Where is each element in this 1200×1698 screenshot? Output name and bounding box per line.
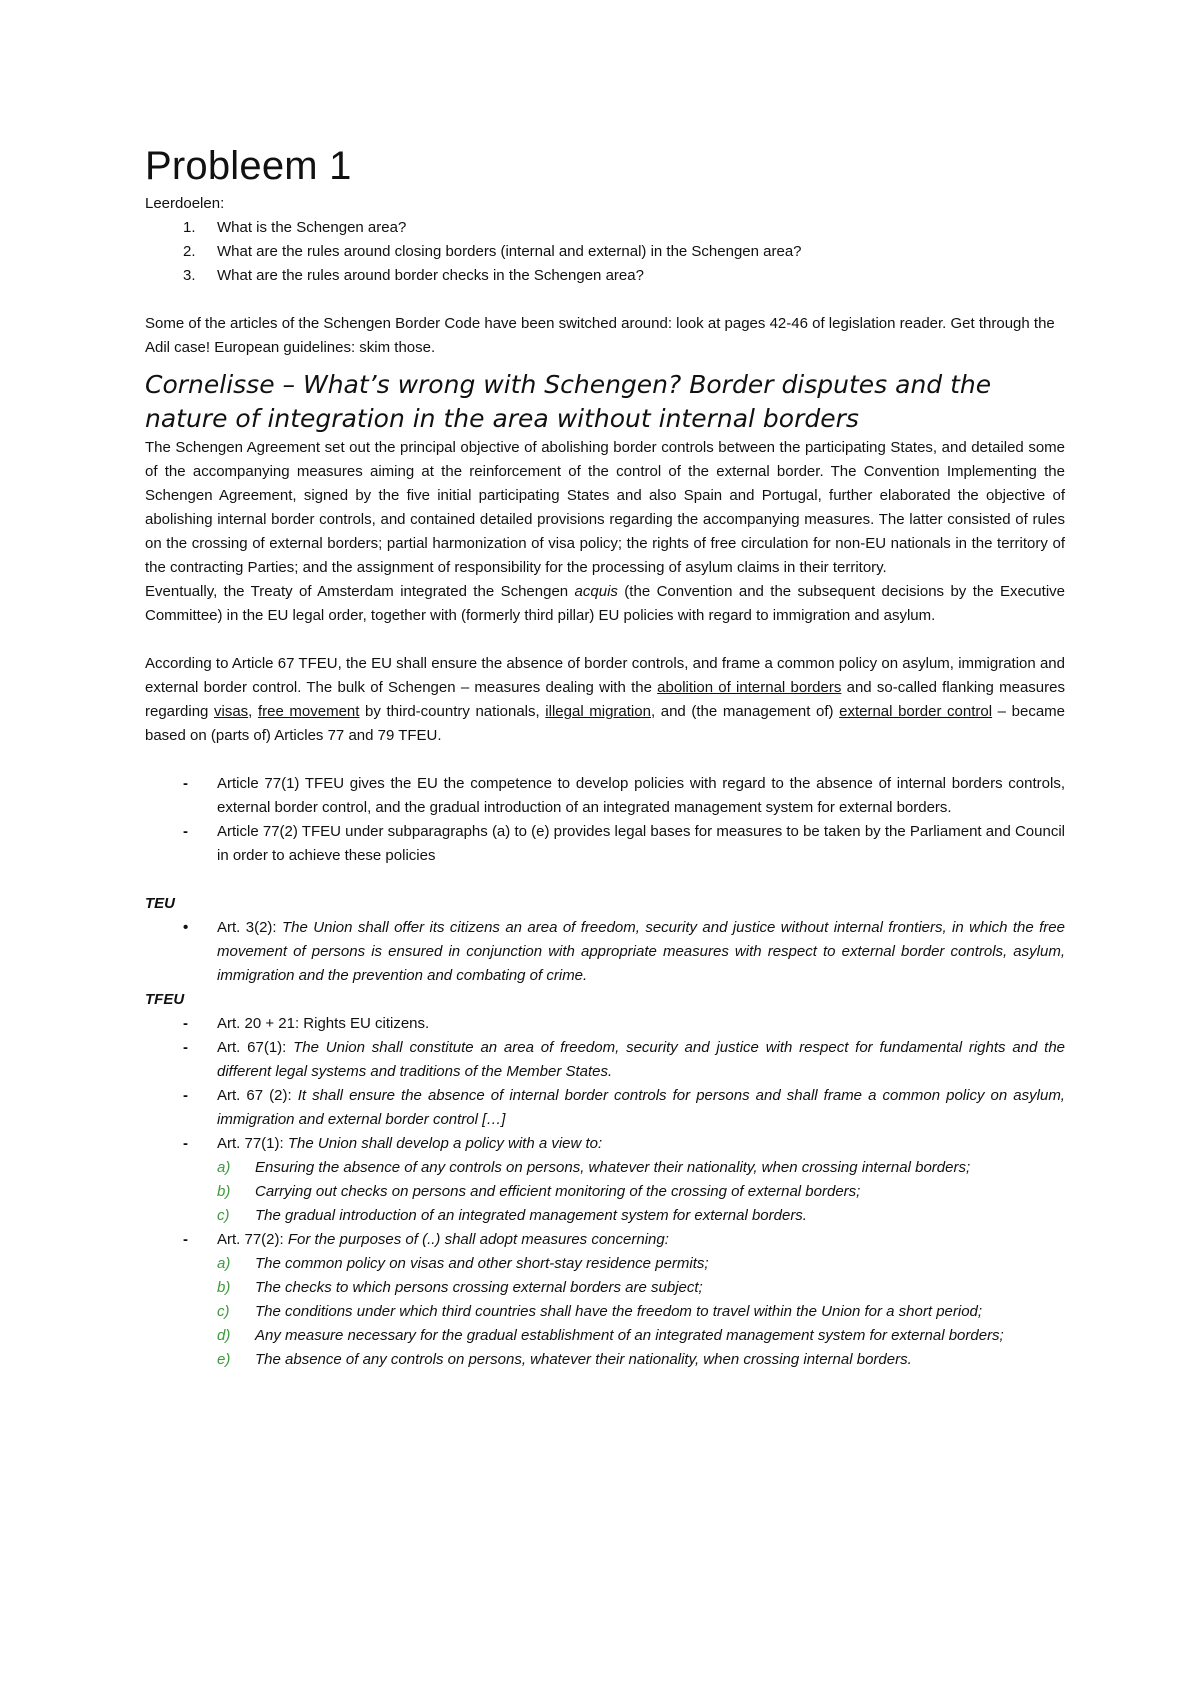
list-item: - Article 77(1) TFEU gives the EU the competence to develop policies with regard to the absence of internal borders controls, external border control, and the gradual introduction of an integrated management system for external borders. xyxy=(145,772,1065,820)
page-title: Probleem 1 xyxy=(145,144,352,188)
list-item: • Art. 3(2): The Union shall offer its citizens an area of freedom, security and justice without internal frontiers, in which the free movement of persons is ensured in conjunction with appropriate measures with respect to external border controls, asylum, immigration and the prevention and combating of crime. xyxy=(145,916,1065,988)
dash-icon: - xyxy=(183,1135,188,1152)
list-item: 2. What are the rules around closing borders (internal and external) in the Schengen area? xyxy=(183,243,802,260)
section-heading: Cornelisse – What’s wrong with Schengen? Border disputes and the nature of integration in the area without internal borders xyxy=(145,370,992,433)
dash-icon: - xyxy=(183,775,188,792)
list-item: - Art. 67 (2): It shall ensure the absence of internal border controls for persons and shall frame a common policy on asylum, immigration and external border control […] xyxy=(145,1084,1065,1132)
list-item: 3. What are the rules around border checks in the Schengen area? xyxy=(183,267,644,284)
list-item: 1. What is the Schengen area? xyxy=(183,219,407,236)
paragraph-schengen-agreement: The Schengen Agreement set out the principal objective of abolishing border controls between the participating States, and detailed some of the accompanying measures aiming at the reinforcement of the control of the external border. The Convention Implementing the Schengen Agreement, signed by the five initial participating States and also Spain and Portugal, further elaborated the objective of abolishing internal border controls, and contained detailed provisions regarding the accompanying measures. The latter consisted of rules on the crossing of external borders; partial harmonization of visa policy; the rights of free circulation for non-EU nationals in the territory of the contracting Parties; and the assignment of responsibility for the processing of asylum claims in their territory. xyxy=(145,439,1065,576)
paragraph-article-67: According to Article 67 TFEU, the EU shall ensure the absence of border controls, and frame a common policy on asylum, immigration and external border control. The bulk of Schengen – measures dealing with the abolition of internal borders and so-called flanking measures regarding visas, free movement by third-country nationals, illegal migration, and (the management of) external border control – became based on (parts of) Articles 77 and 79 TFEU. xyxy=(145,655,1066,744)
list-item: - Art. 77(1): The Union shall develop a policy with a view to: xyxy=(145,1132,1065,1156)
underlined-term: illegal migration xyxy=(545,703,651,720)
dash-icon: - xyxy=(183,1231,188,1248)
bullet-icon: • xyxy=(183,919,189,936)
dash-icon: - xyxy=(183,1087,188,1104)
tfeu-label: TFEU xyxy=(145,991,185,1008)
dash-icon: - xyxy=(183,1015,188,1032)
paragraph-amsterdam: Eventually, the Treaty of Amsterdam integrated the Schengen acquis (the Convention and the subsequent decisions by the Executive Committee) in the EU legal order, together with (formerly third pillar) EU policies with regard to immigration and asylum. xyxy=(145,583,1065,624)
leerdoelen-label: Leerdoelen: xyxy=(145,195,225,212)
sub-item: b) Carrying out checks on persons and efficient monitoring of the crossing of external borders; xyxy=(217,1183,861,1200)
sub-item: e) The absence of any controls on persons, whatever their nationality, when crossing internal borders. xyxy=(217,1351,912,1368)
intro-note: Some of the articles of the Schengen Border Code have been switched around: look at pages 42-46 of legislation reader. Get through the Adil case! European guidelines: skim those. xyxy=(145,315,1055,356)
dash-icon: - xyxy=(183,823,188,840)
underlined-term: abolition of internal borders xyxy=(657,679,842,696)
list-item: - Art. 20 + 21: Rights EU citizens. xyxy=(145,1012,1065,1036)
sub-item: d) Any measure necessary for the gradual establishment of an integrated management system for external borders; xyxy=(217,1327,1004,1344)
teu-label: TEU xyxy=(145,895,175,912)
sub-item: b) The checks to which persons crossing external borders are subject; xyxy=(217,1279,703,1296)
sub-item: c) The gradual introduction of an integrated management system for external borders. xyxy=(217,1207,807,1224)
underlined-term: free movement xyxy=(257,703,360,720)
list-item: - Art. 77(2): For the purposes of (..) shall adopt measures concerning: xyxy=(145,1228,1065,1252)
dash-icon: - xyxy=(183,1039,188,1056)
learning-goals-list xyxy=(145,216,1065,288)
sub-item: a) Ensuring the absence of any controls on persons, whatever their nationality, when crossing internal borders; xyxy=(217,1159,971,1176)
list-item: - Art. 67(1): The Union shall constitute an area of freedom, security and justice with respect for fundamental rights and the different legal systems and traditions of the Member States. xyxy=(145,1036,1065,1084)
list-item: - Article 77(2) TFEU under subparagraphs (a) to (e) provides legal bases for measures to be taken by the Parliament and Council in order to achieve these policies xyxy=(145,820,1065,868)
document-body xyxy=(145,140,1065,1372)
underlined-term: visas xyxy=(213,703,249,720)
sub-item: a) The common policy on visas and other short-stay residence permits; xyxy=(217,1255,709,1272)
underlined-term: external border control xyxy=(839,703,993,720)
sub-item: c) The conditions under which third countries shall have the freedom to travel within the Union for a short period; xyxy=(217,1303,983,1320)
